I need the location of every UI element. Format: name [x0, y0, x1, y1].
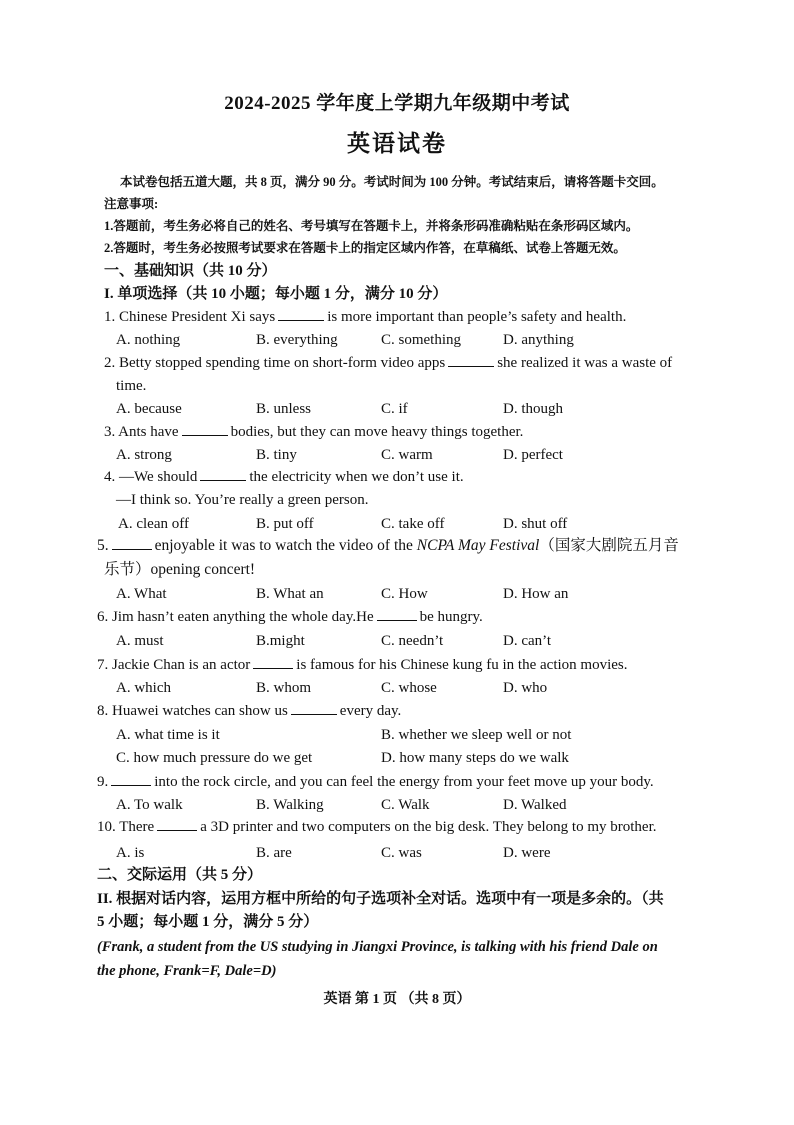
option-a: A. clean off — [118, 516, 189, 532]
question-text: 10. There — [97, 819, 155, 835]
question-text: is more important than people’s safety and health. — [327, 309, 627, 325]
question-text: （国家大剧院五月音 — [539, 537, 679, 554]
option-b: B. whether we sleep well or not — [381, 727, 572, 743]
question-text: she realized it was a waste of — [497, 355, 673, 371]
question-4 — [104, 468, 464, 486]
option-b: B. unless — [256, 401, 312, 417]
notice-item-2: 2.答题时，考生务必按照考试要求在答题卡上的指定区域内作答，在草稿纸、试卷上答题无效。 — [104, 241, 626, 255]
option-a: A. strong — [116, 447, 172, 463]
option-a: A. is — [116, 845, 145, 861]
question-text: 9. — [97, 774, 109, 790]
answer-blank — [291, 702, 337, 715]
question-text: 1. Chinese President Xi says — [104, 309, 276, 325]
part2-heading: 二、交际运用（共 5 分） — [97, 867, 263, 883]
answer-blank — [157, 818, 197, 831]
exam-subtitle: 英语试卷 — [347, 131, 447, 156]
option-a: A. must — [116, 633, 164, 649]
option-a: A. because — [116, 401, 182, 417]
option-d: D. how many steps do we walk — [381, 750, 569, 766]
notice-label: 注意事项: — [104, 197, 159, 211]
question-text: bodies, but they can move heavy things together. — [230, 424, 524, 440]
answer-blank — [112, 537, 152, 550]
festival-name: NCPA May Festival — [416, 537, 540, 554]
question-text: the electricity when we don’t use it. — [249, 469, 464, 485]
option-d: D. Walked — [503, 797, 567, 813]
question-7 — [97, 656, 627, 674]
option-d: D. can’t — [503, 633, 552, 649]
question-8 — [97, 702, 401, 720]
option-a: A. To walk — [116, 797, 183, 813]
option-c: C. take off — [381, 516, 445, 532]
section2-title: II. 根据对话内容，运用方框中所给的句子选项补全对话。选项中有一项是多余的。（共 — [97, 891, 664, 907]
option-c: C. needn’t — [381, 633, 444, 649]
question-text: into the rock circle, and you can feel the energy from your feet move up your body. — [154, 774, 654, 790]
answer-blank — [111, 773, 151, 786]
intro-text: 本试卷包括五道大题，共 8 页，满分 90 分。考试时间为 100 分钟。考试结束后，请将答题卡交回。 — [120, 175, 664, 189]
option-d: D. were — [503, 845, 551, 861]
question-text: 8. Huawei watches can show us — [97, 703, 288, 719]
answer-blank — [278, 308, 324, 321]
question-text: 4. —We should — [104, 469, 198, 485]
answer-blank — [200, 468, 246, 481]
question-text: 6. Jim hasn’t eaten anything the whole day.He — [97, 609, 374, 625]
option-b: B. everything — [256, 332, 338, 348]
answer-blank — [253, 656, 293, 669]
option-c: C. Walk — [381, 797, 430, 813]
question-2-continued: time. — [116, 378, 147, 394]
option-d: D. perfect — [503, 447, 563, 463]
option-a: A. which — [116, 680, 171, 696]
dialogue-context-continued: the phone, Frank=F, Dale=D) — [97, 963, 277, 979]
option-d: D. who — [503, 680, 548, 696]
option-a: A. nothing — [116, 332, 181, 348]
option-c: C. something — [381, 332, 462, 348]
option-c: C. was — [381, 845, 422, 861]
option-c: C. if — [381, 401, 408, 417]
option-c: C. How — [381, 586, 428, 602]
option-b: B. Walking — [256, 797, 324, 813]
option-d: D. though — [503, 401, 563, 417]
section2-title-continued: 5 小题；每小题 1 分，满分 5 分） — [97, 914, 319, 930]
question-text: enjoyable it was to watch the video of the — [154, 537, 413, 554]
question-text: 7. Jackie Chan is an actor — [97, 657, 251, 673]
option-b: B.might — [256, 633, 305, 649]
question-text: is famous for his Chinese kung fu in the action movies. — [296, 657, 628, 673]
option-b: B. put off — [256, 516, 314, 532]
question-3 — [104, 423, 523, 441]
option-d: D. shut off — [503, 516, 568, 532]
question-text: be hungry. — [419, 609, 483, 625]
question-2 — [104, 354, 672, 372]
option-c: C. how much pressure do we get — [116, 750, 313, 766]
option-b: B. are — [256, 845, 292, 861]
option-c: C. whose — [381, 680, 437, 696]
option-c: C. warm — [381, 447, 433, 463]
option-b: B. whom — [256, 680, 312, 696]
question-6 — [97, 608, 483, 626]
exam-title: 2024-2025 学年度上学期九年级期中考试 — [224, 93, 570, 114]
question-text: 3. Ants have — [104, 424, 179, 440]
question-text: 2. Betty stopped spending time on short-form video apps — [104, 355, 446, 371]
option-d: D. How an — [503, 586, 569, 602]
question-9 — [97, 773, 654, 791]
answer-blank — [182, 423, 228, 436]
option-a: A. what time is it — [116, 727, 220, 743]
section1-title: I. 单项选择（共 10 小题；每小题 1 分，满分 10 分） — [104, 286, 448, 302]
question-text: a 3D printer and two computers on the big desk. They belong to my brother. — [200, 819, 657, 835]
question-text: every day. — [339, 703, 402, 719]
page-footer: 英语 第 1 页 （共 8 页） — [323, 992, 471, 1007]
option-b: B. tiny — [256, 447, 297, 463]
answer-blank — [377, 608, 417, 621]
option-d: D. anything — [503, 332, 574, 348]
option-a: A. What — [116, 586, 167, 602]
question-4-reply: —I think so. You’re really a green person. — [116, 492, 369, 508]
question-10 — [97, 818, 657, 836]
question-1 — [104, 308, 626, 326]
question-5-continued: 乐节）opening concert! — [104, 561, 256, 578]
option-b: B. What an — [256, 586, 324, 602]
part1-heading: 一、基础知识（共 10 分） — [104, 263, 277, 279]
question-5 — [97, 537, 679, 555]
question-text: 5. — [97, 537, 109, 554]
notice-item-1: 1.答题前，考生务必将自己的姓名、考号填写在答题卡上，并将条形码准确粘贴在条形码区域内。 — [104, 219, 639, 233]
answer-blank — [448, 354, 494, 367]
dialogue-context: (Frank, a student from the US studying in Jiangxi Province, is talking with his friend Dale on — [97, 939, 658, 955]
